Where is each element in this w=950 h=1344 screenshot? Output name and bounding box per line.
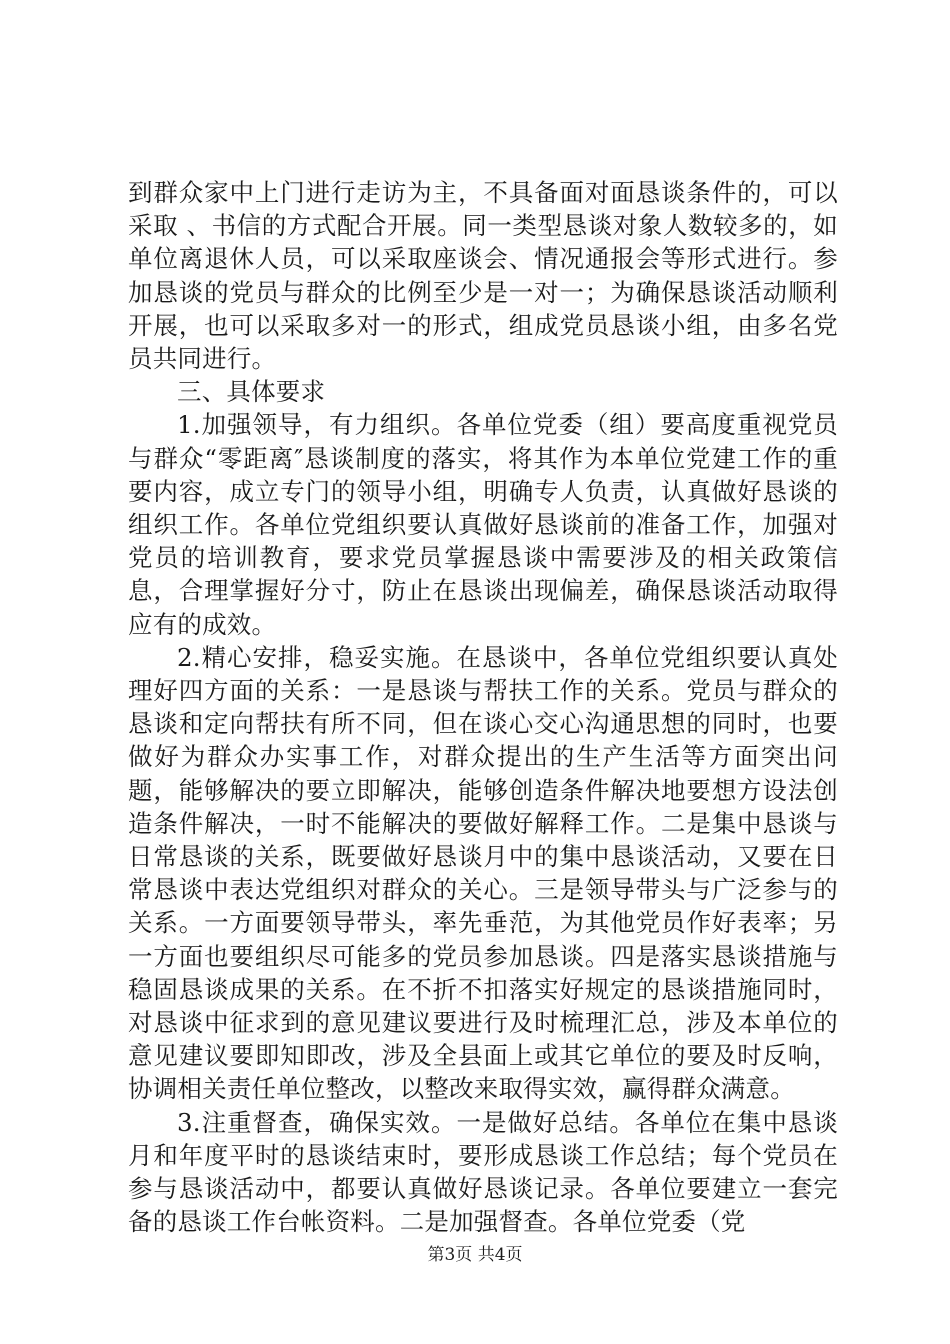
paragraph-strengthen-leadership: 1.加强领导，有力组织。各单位党委（组）要高度重视党员与群众“零距离″恳谈制度的落实，将其作为本单位党建工作的重要内容，成立专门的领导小组，明确专人负责，认真做好恳谈的组织工作。各单位党组织要认真做好恳谈前的准备工作，加强对党员的培训教育，要求党员掌握恳谈中需要涉及的相关政策信息，合理掌握好分寸，防止在恳谈出现偏差，确保恳谈活动取得应有的成效。 xyxy=(128,410,838,639)
section-heading-specific-requirements: 三、具体要求 xyxy=(177,377,326,407)
document-body xyxy=(128,176,838,1239)
page-number-footer: 第3页 共4页 xyxy=(427,1245,523,1265)
paragraph-supervision: 3.注重督查，确保实效。一是做好总结。各单位在集中恳谈月和年度平时的恳谈结束时，要形成恳谈工作总结；每个党员在参与恳谈活动中，都要认真做好恳谈记录。各单位要建立一套完备的恳谈工作台帐资料。二是加强督查。各单位党委（党 xyxy=(128,1107,838,1237)
paragraph-visit-methods: 到群众家中上门进行走访为主，不具备面对面恳谈条件的，可以采取 、书信的方式配合开展。同一类型恳谈对象人数较多的，如单位离退休人员，可以采取座谈会、情况通报会等形式进行。参加恳谈的党员与群众的比例至少是一对一；为确保恳谈活动顺利开展，也可以采取多对一的形式，组成党员恳谈小组，由多名党员共同进行。 xyxy=(128,178,838,374)
paragraph-careful-arrangement: 2.精心安排，稳妥实施。在恳谈中，各单位党组织要认真处理好四方面的关系：一是恳谈与帮扶工作的关系。党员与群众的恳谈和定向帮扶有所不同，但在谈心交心沟通思想的同时，也要做好为群众办实事工作，对群众提出的生产生活等方面突出问题，能够解决的要立即解决，能够创造条件解决地要想方设法创造条件解决，一时不能解决的要做好解释工作。二是集中恳谈与日常恳谈的关系，既要做好恳谈月中的集中恳谈活动，又要在日常恳谈中表达党组织对群众的关心。三是领导带头与广泛参与的关系。一方面要领导带头，率先垂范，为其他党员作好表率；另一方面也要组织尽可能多的党员参加恳谈。四是落实恳谈措施与稳固恳谈成果的关系。在不折不扣落实好规定的恳谈措施同时，对恳谈中征求到的意见建议要进行及时梳理汇总，涉及本单位的意见建议要即知即改，涉及全县面上或其它单位的要及时反响，协调相关责任单位整改，以整改来取得实效，赢得群众满意。 xyxy=(128,642,838,1104)
